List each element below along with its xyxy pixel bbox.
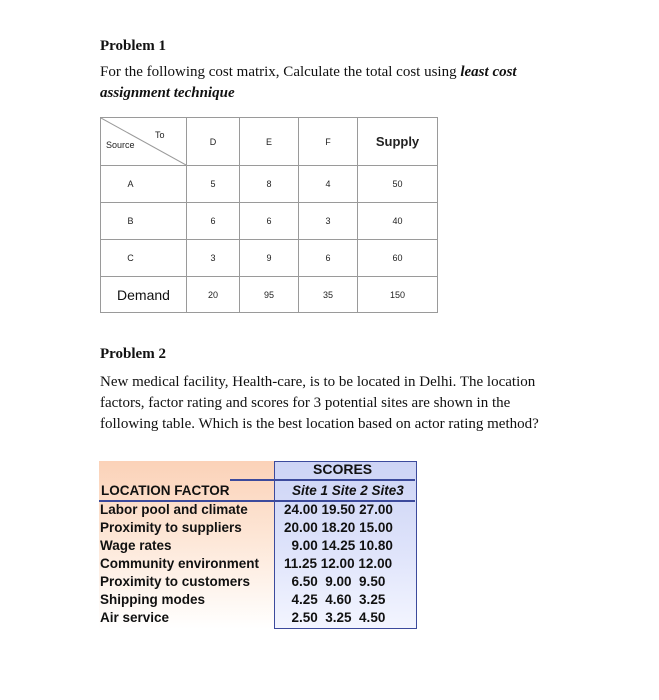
factor-scores: 6.50 9.00 9.50 [284, 574, 386, 589]
row-source-b: B [101, 203, 187, 240]
corner-cell [101, 118, 187, 166]
factor-name: Shipping modes [100, 592, 206, 607]
problem1-bold-1: least cost [460, 64, 517, 80]
demand-cell: 95 [240, 277, 299, 313]
column-header-e: E [240, 118, 299, 166]
cost-cell: 3 [187, 240, 240, 277]
supply-cell: 60 [358, 240, 438, 277]
cost-cell: 6 [299, 240, 358, 277]
cost-matrix-table [100, 117, 438, 313]
corner-source-label: Source [106, 140, 135, 150]
problem2-line-3: following table. Which is the best location based on actor rating method? [100, 416, 539, 432]
cost-cell: 6 [187, 203, 240, 240]
factor-name: Proximity to suppliers [100, 520, 242, 535]
corner-to-label: To [155, 130, 165, 140]
factor-scores: 4.25 4.60 3.25 [284, 592, 386, 607]
factor-scores: 11.25 12.00 12.00 [284, 556, 393, 571]
factor-name: Proximity to customers [100, 574, 251, 589]
problem1-title: Problem 1 [100, 38, 166, 54]
problem2-line-2: factors, factor rating and scores for 3 potential sites are shown in the [100, 395, 511, 411]
factor-scores: 24.00 19.50 27.00 [284, 502, 393, 517]
problem1-intro: For the following cost matrix, Calculate the total cost using [100, 64, 457, 80]
cost-cell: 5 [187, 166, 240, 203]
column-header-d: D [187, 118, 240, 166]
factor-scores: 2.50 3.25 4.50 [284, 610, 386, 625]
table-row [101, 166, 438, 203]
problem1-text [100, 62, 570, 104]
column-header-f: F [299, 118, 358, 166]
cost-cell: 4 [299, 166, 358, 203]
cost-cell: 3 [299, 203, 358, 240]
demand-cell: 20 [187, 277, 240, 313]
supply-cell: 40 [358, 203, 438, 240]
cost-cell: 8 [240, 166, 299, 203]
table-row [101, 240, 438, 277]
sites-header: Site 1 Site 2 Site3 [292, 483, 404, 498]
factor-name: Labor pool and climate [100, 502, 248, 517]
location-factor-header: LOCATION FACTOR [101, 483, 230, 498]
factor-scores: 20.00 18.20 15.00 [284, 520, 393, 535]
supply-cell: 50 [358, 166, 438, 203]
problem2-line-1: New medical facility, Health-care, is to be located in Delhi. The location [100, 374, 536, 390]
demand-row [101, 277, 438, 313]
cost-cell: 6 [240, 203, 299, 240]
factor-scores: 9.00 14.25 10.80 [284, 538, 393, 553]
demand-label: Demand [101, 277, 187, 313]
table-row [101, 203, 438, 240]
scores-title: SCORES [313, 461, 373, 477]
problem2-title: Problem 2 [100, 346, 166, 362]
demand-cell: 35 [299, 277, 358, 313]
row-source-c: C [101, 240, 187, 277]
row-source-a: A [101, 166, 187, 203]
factor-name: Community environment [100, 556, 260, 571]
cost-cell: 9 [240, 240, 299, 277]
factor-name: Wage rates [100, 538, 172, 553]
problem1-bold-2: assignment technique [100, 85, 235, 101]
problem2-text [100, 372, 570, 435]
table-header-row [101, 118, 438, 166]
factor-name: Air service [100, 610, 170, 625]
column-header-supply: Supply [358, 118, 438, 166]
scores-title-underline [230, 479, 415, 481]
total-cell: 150 [358, 277, 438, 313]
